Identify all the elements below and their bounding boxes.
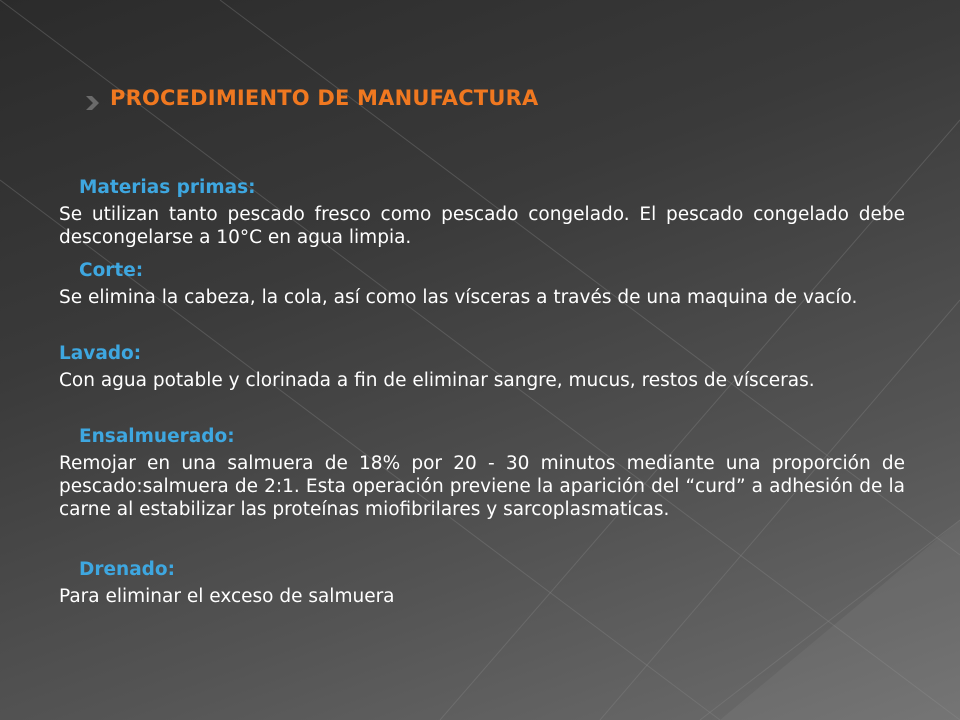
section-heading-drenado: Drenado: (79, 559, 176, 580)
slide-body (59, 176, 905, 615)
section-text-corte: Se elimina la cabeza, la cola, así como las vísceras a través de una maquina de vacío. (59, 287, 858, 308)
section-heading-ensalmuerado: Ensalmuerado: (79, 426, 235, 447)
section-heading-corte: Corte: (79, 260, 144, 281)
section-text-drenado: Para eliminar el exceso de salmuera (59, 586, 395, 607)
section-heading-materias-primas: Materias primas: (79, 177, 256, 198)
section-text-ensalmuerado: Remojar en una salmuera de 18% por 20 - 30 minutos mediante una proporción de pescado:salmuera de 2:1. Esta operación previene la aparición del “curd” a adhesión de la carne al estabilizar las proteínas miofibrilares y sarcoplasmaticas. (59, 453, 905, 520)
section-text-materias-primas: Se utilizan tanto pescado fresco como pescado congelado. El pescado congelado debe descongelarse a 10°C en agua limpia. (59, 204, 905, 248)
slide-title: PROCEDIMIENTO DE MANUFACTURA (110, 86, 539, 110)
chevron-right-icon (86, 96, 99, 110)
section-heading-lavado: Lavado: (59, 343, 142, 364)
section-text-lavado: Con agua potable y clorinada a fin de eliminar sangre, mucus, restos de vísceras. (59, 370, 815, 391)
